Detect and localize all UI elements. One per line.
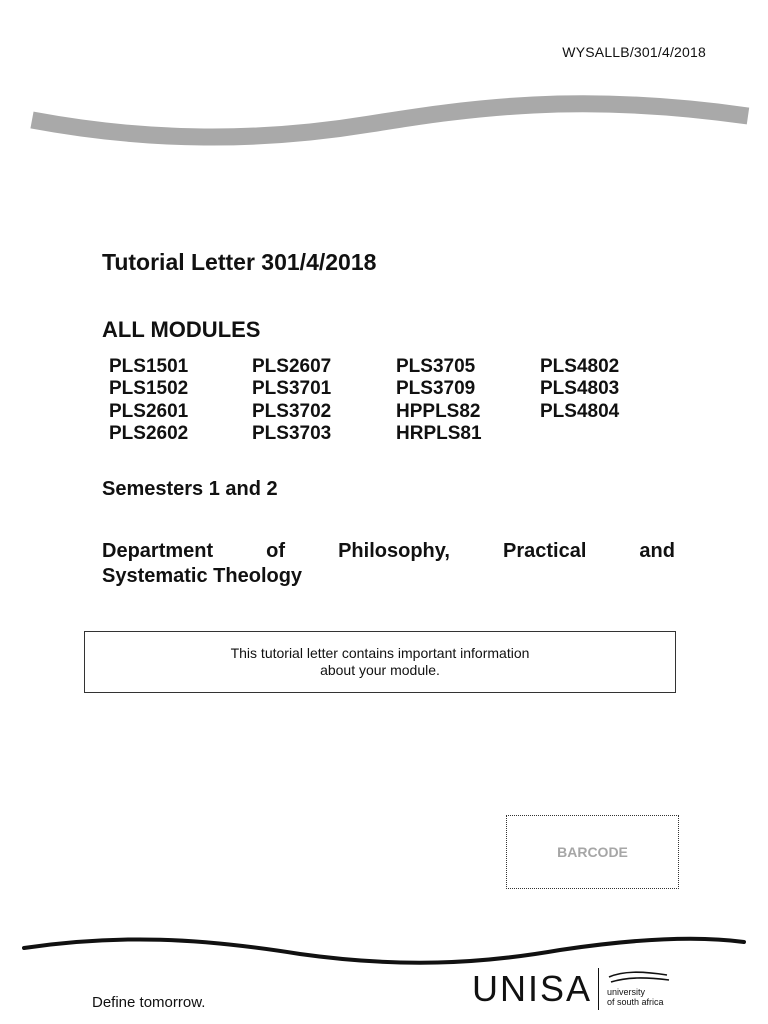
department-word: and — [639, 540, 675, 562]
module-code: PLS3705 — [396, 356, 476, 377]
unisa-logo-word: UNISA — [472, 968, 593, 1009]
module-code: PLS3703 — [252, 422, 332, 444]
department-heading — [102, 539, 675, 589]
module-code: PLS2607 — [252, 356, 332, 377]
department-line-1 — [102, 539, 675, 564]
info-notice-line-1: This tutorial letter contains important information — [230, 645, 530, 661]
barcode-placeholder — [506, 815, 679, 889]
logo-divider — [598, 968, 599, 1010]
module-code: PLS3701 — [252, 378, 332, 400]
department-word: of — [266, 540, 286, 562]
decorative-top-wave — [0, 80, 768, 160]
department-line-2: Systematic Theology — [102, 565, 303, 587]
module-code: PLS3702 — [252, 400, 332, 422]
department-word: Practical — [502, 540, 587, 562]
module-code: PLS3709 — [396, 378, 476, 400]
unisa-logo — [472, 968, 671, 1010]
barcode-label: BARCODE — [557, 844, 628, 860]
module-code: PLS2601 — [109, 400, 189, 422]
module-code: PLS1501 — [109, 356, 189, 377]
logo-subtitle-line-1: university — [607, 987, 646, 997]
semesters-heading: Semesters 1 and 2 — [102, 478, 278, 500]
footer-tagline: Define tomorrow. — [92, 994, 206, 1011]
module-code: HRPLS81 — [396, 422, 482, 444]
module-code: PLS4803 — [540, 378, 620, 400]
module-code-list — [109, 356, 684, 445]
unisa-logo-mark — [607, 971, 671, 1007]
module-code: HPPLS82 — [396, 400, 481, 422]
document-reference: WYSALLB/301/4/2018 — [562, 44, 706, 60]
module-code: PLS4802 — [540, 356, 620, 377]
module-code: PLS2602 — [109, 422, 189, 444]
page-title: Tutorial Letter 301/4/2018 — [102, 249, 377, 275]
modules-heading: ALL MODULES — [102, 317, 261, 342]
department-word: Philosophy, — [338, 540, 450, 562]
department-word: Department — [102, 540, 214, 562]
info-notice-line-2: about your module. — [320, 662, 440, 678]
module-code: PLS1502 — [109, 378, 189, 400]
info-notice-box — [84, 631, 676, 693]
unisa-logo-mark-icon — [607, 971, 671, 987]
module-code: PLS4804 — [540, 400, 620, 422]
logo-subtitle-line-2: of south africa — [607, 997, 664, 1007]
